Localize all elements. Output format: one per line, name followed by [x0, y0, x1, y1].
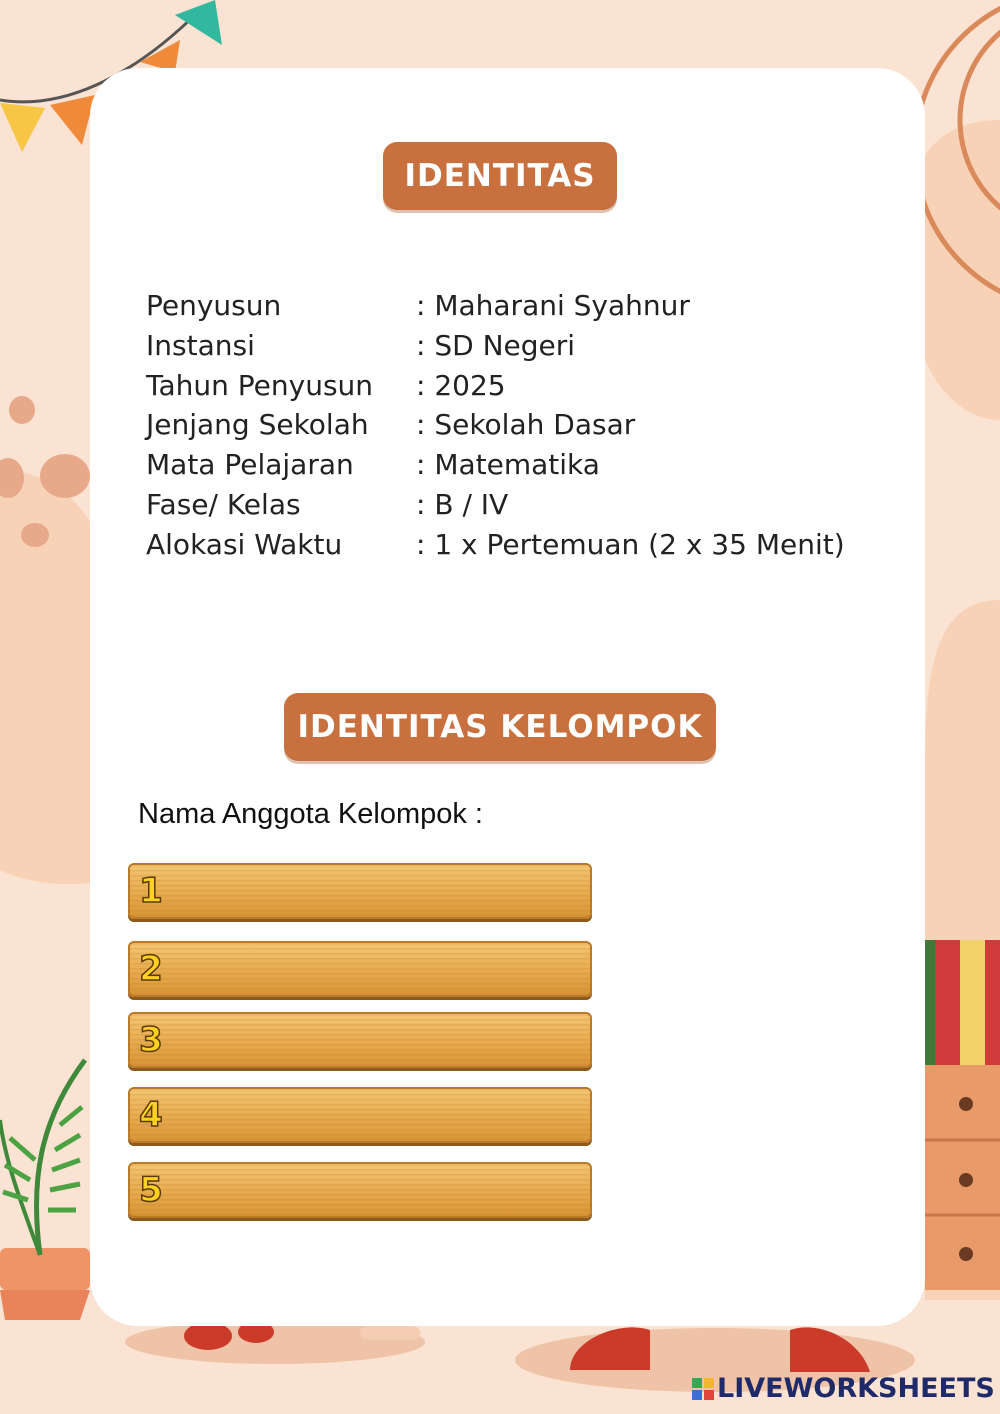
info-value: : 2025 [416, 369, 506, 402]
book-red-2 [985, 940, 1000, 1065]
info-label: Mata Pelajaran [146, 448, 354, 481]
member-input-5[interactable] [128, 1162, 592, 1218]
dot-4 [21, 523, 49, 547]
shoe-1 [184, 1322, 232, 1350]
book-yellow [960, 940, 985, 1065]
shoe-3 [570, 1327, 650, 1370]
bunting-orange [50, 95, 95, 145]
liveworksheets-watermark [692, 1373, 995, 1405]
info-value: : SD Negeri [416, 329, 576, 362]
member-number: 4 [139, 1095, 163, 1135]
info-value: : Matematika [416, 448, 600, 481]
info-label: Tahun Penyusun [146, 369, 374, 402]
book-red [935, 940, 960, 1065]
liveworksheets-logo-icon [692, 1378, 714, 1400]
members-label: Nama Anggota Kelompok : [138, 798, 483, 830]
bunting-teal [175, 0, 222, 45]
info-value: : 1 x Pertemuan (2 x 35 Menit) [416, 528, 845, 561]
info-label: Alokasi Waktu [146, 528, 343, 561]
identitas-title: IDENTITAS [383, 142, 617, 210]
member-number: 2 [139, 949, 163, 989]
info-value: : B / IV [416, 488, 509, 521]
member-number: 3 [139, 1020, 163, 1060]
dot-1 [9, 396, 35, 424]
kelompok-title: IDENTITAS KELOMPOK [284, 693, 716, 761]
info-label: Penyusun [146, 289, 282, 322]
info-label: Instansi [146, 329, 255, 362]
dot-2 [40, 454, 90, 498]
info-label: Fase/ Kelas [146, 488, 301, 521]
plant [0, 1060, 90, 1320]
watermark-text: LIVEWORKSHEETS [717, 1373, 995, 1404]
info-label: Jenjang Sekolah [146, 408, 369, 441]
info-value: : Sekolah Dasar [416, 408, 636, 441]
book-green [925, 940, 935, 1065]
member-number: 5 [139, 1170, 163, 1210]
member-input-1[interactable] [128, 863, 592, 919]
member-number: 1 [139, 871, 163, 911]
member-input-3[interactable] [128, 1012, 592, 1068]
info-value: : Maharani Syahnur [416, 289, 690, 322]
member-input-2[interactable] [128, 941, 592, 997]
bunting-yellow [0, 103, 45, 152]
member-input-4[interactable] [128, 1087, 592, 1143]
